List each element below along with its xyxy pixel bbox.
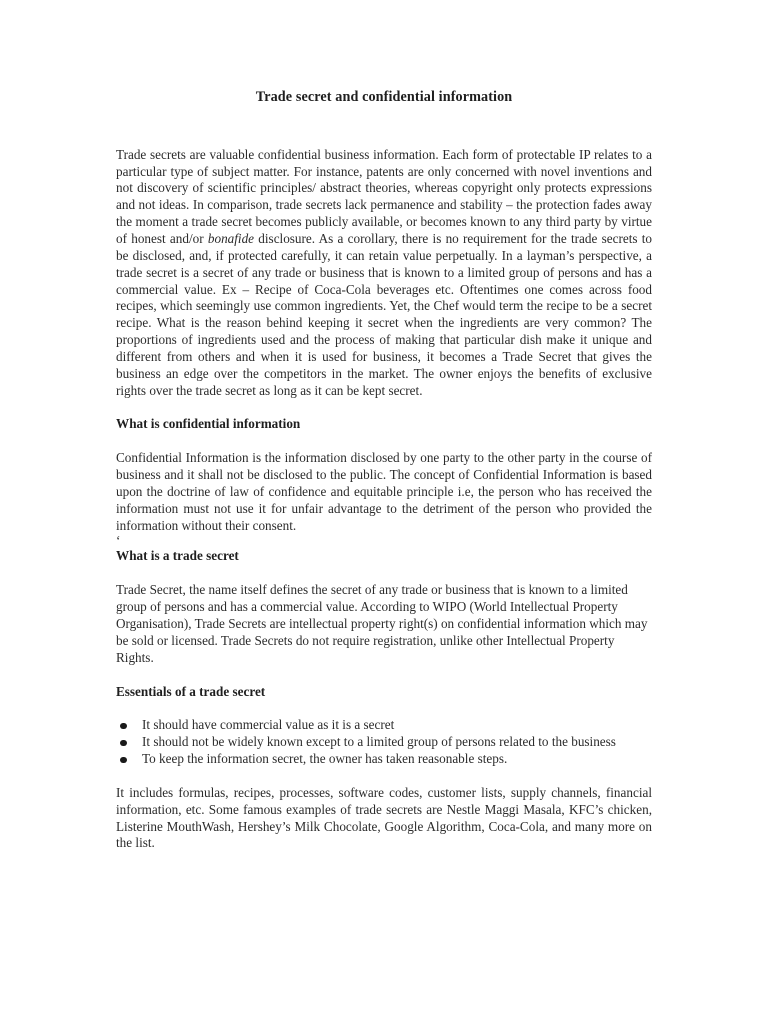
- list-item-label: It should not be widely known except to a limited group of persons related to the business: [142, 734, 616, 750]
- list-item-label: To keep the information secret, the owner has taken reasonable steps.: [142, 751, 508, 767]
- section-heading-trade-secret: What is a trade secret: [116, 548, 239, 564]
- spacer-heading-paragraph-1: [116, 433, 652, 450]
- spacer-title-body: [116, 107, 652, 147]
- spacer-paragraph-heading-3: [116, 667, 652, 684]
- intro-paragraph-text-part-2: disclosure. As a corollary, there is no requirement for the trade secrets to be disclosed, and, if protected carefully, it can retain value perpetually. In a layman’s perspective, a trade secret is a secret of any trade or business that is known to a limited group of persons and has a commercial value. Ex – Recipe of Coca-Cola beverages etc. Oftentimes one comes across food recipes, which seemingly use common ingredients. Yet, the Chef would term the recipe to be a secret recipe. What is the reason behind keeping it secret when the ingredients are very common? The proportions of ingredients used and the process of making that particular dish make it unique and different from others and when it is used for business, it becomes a Trade Secret that gives the business an edge over the competitors in the market. The owner enjoys the benefits of exclusive rights over the trade secret as long as it can be kept secret.: [116, 230, 653, 398]
- stray-quote-mark: ‘: [116, 533, 121, 549]
- page-title: Trade secret and confidential information: [255, 89, 513, 105]
- spacer-list-closing: [116, 768, 652, 785]
- bullet-point-icon: [120, 723, 127, 730]
- section-heading-confidential-information: What is confidential information: [116, 416, 301, 432]
- intro-paragraph-emphasis-bonafide: bonafide: [207, 230, 255, 246]
- confidential-information-paragraph: Confidential Information is the information disclosed by one party to the other party in the course of business and it shall not be disclosed to the public. The concept of Confidential Information is based upon the doctrine of law of confidence and equitable principle i.e, the person who has received the information must not use it for unfair advantage to the detriment of the person who provided the information without their consent.: [116, 450, 652, 533]
- intro-paragraph-text-part-1: Trade secrets are valuable confidential business information. Each form of protectable IP relates to a particular type of subject matter. For instance, patents are only concerned with novel inventions and not discovery of scientific principles/ abstract theories, whereas copyright only protects expressions and not ideas. In comparison, trade secrets lack permanence and stability – the protection fades away the moment a trade secret becomes publicly available, or becomes known to any third party by virtue of honest and/or: [116, 146, 652, 246]
- spacer-intro-heading: [116, 399, 652, 416]
- section-heading-essentials: Essentials of a trade secret: [116, 683, 266, 699]
- list-item: [116, 734, 652, 751]
- bullet-point-icon: [120, 757, 127, 764]
- bullet-point-icon: [120, 740, 127, 747]
- list-item: [116, 751, 652, 768]
- intro-paragraph: [116, 147, 652, 400]
- spacer-heading-list: [116, 700, 652, 717]
- list-item-label: It should have commercial value as it is a secret: [142, 717, 395, 733]
- trade-secret-paragraph: Trade Secret, the name itself defines the secret of any trade or business that is known to a limited group of persons and has a commercial value. According to WIPO (World Intellectual Property Organisation), Trade Secrets are intellectual property right(s) on confidential information which may be sold or licensed. Trade Secrets do not require registration, unlike other Intellectual Property Rights.: [116, 582, 648, 665]
- spacer-heading-paragraph-2: [116, 565, 652, 582]
- essentials-bullet-list: [116, 717, 652, 768]
- document-content-column: [116, 0, 652, 852]
- list-item: [116, 717, 652, 734]
- closing-paragraph: It includes formulas, recipes, processes, software codes, customer lists, supply channels, financial information, etc. Some famous examples of trade secrets are Nestle Maggi Masala, KFC’s chicken, Listerine MouthWash, Hershey’s Milk Chocolate, Google Algorithm, Coca-Cola, and many more on the list.: [116, 784, 652, 851]
